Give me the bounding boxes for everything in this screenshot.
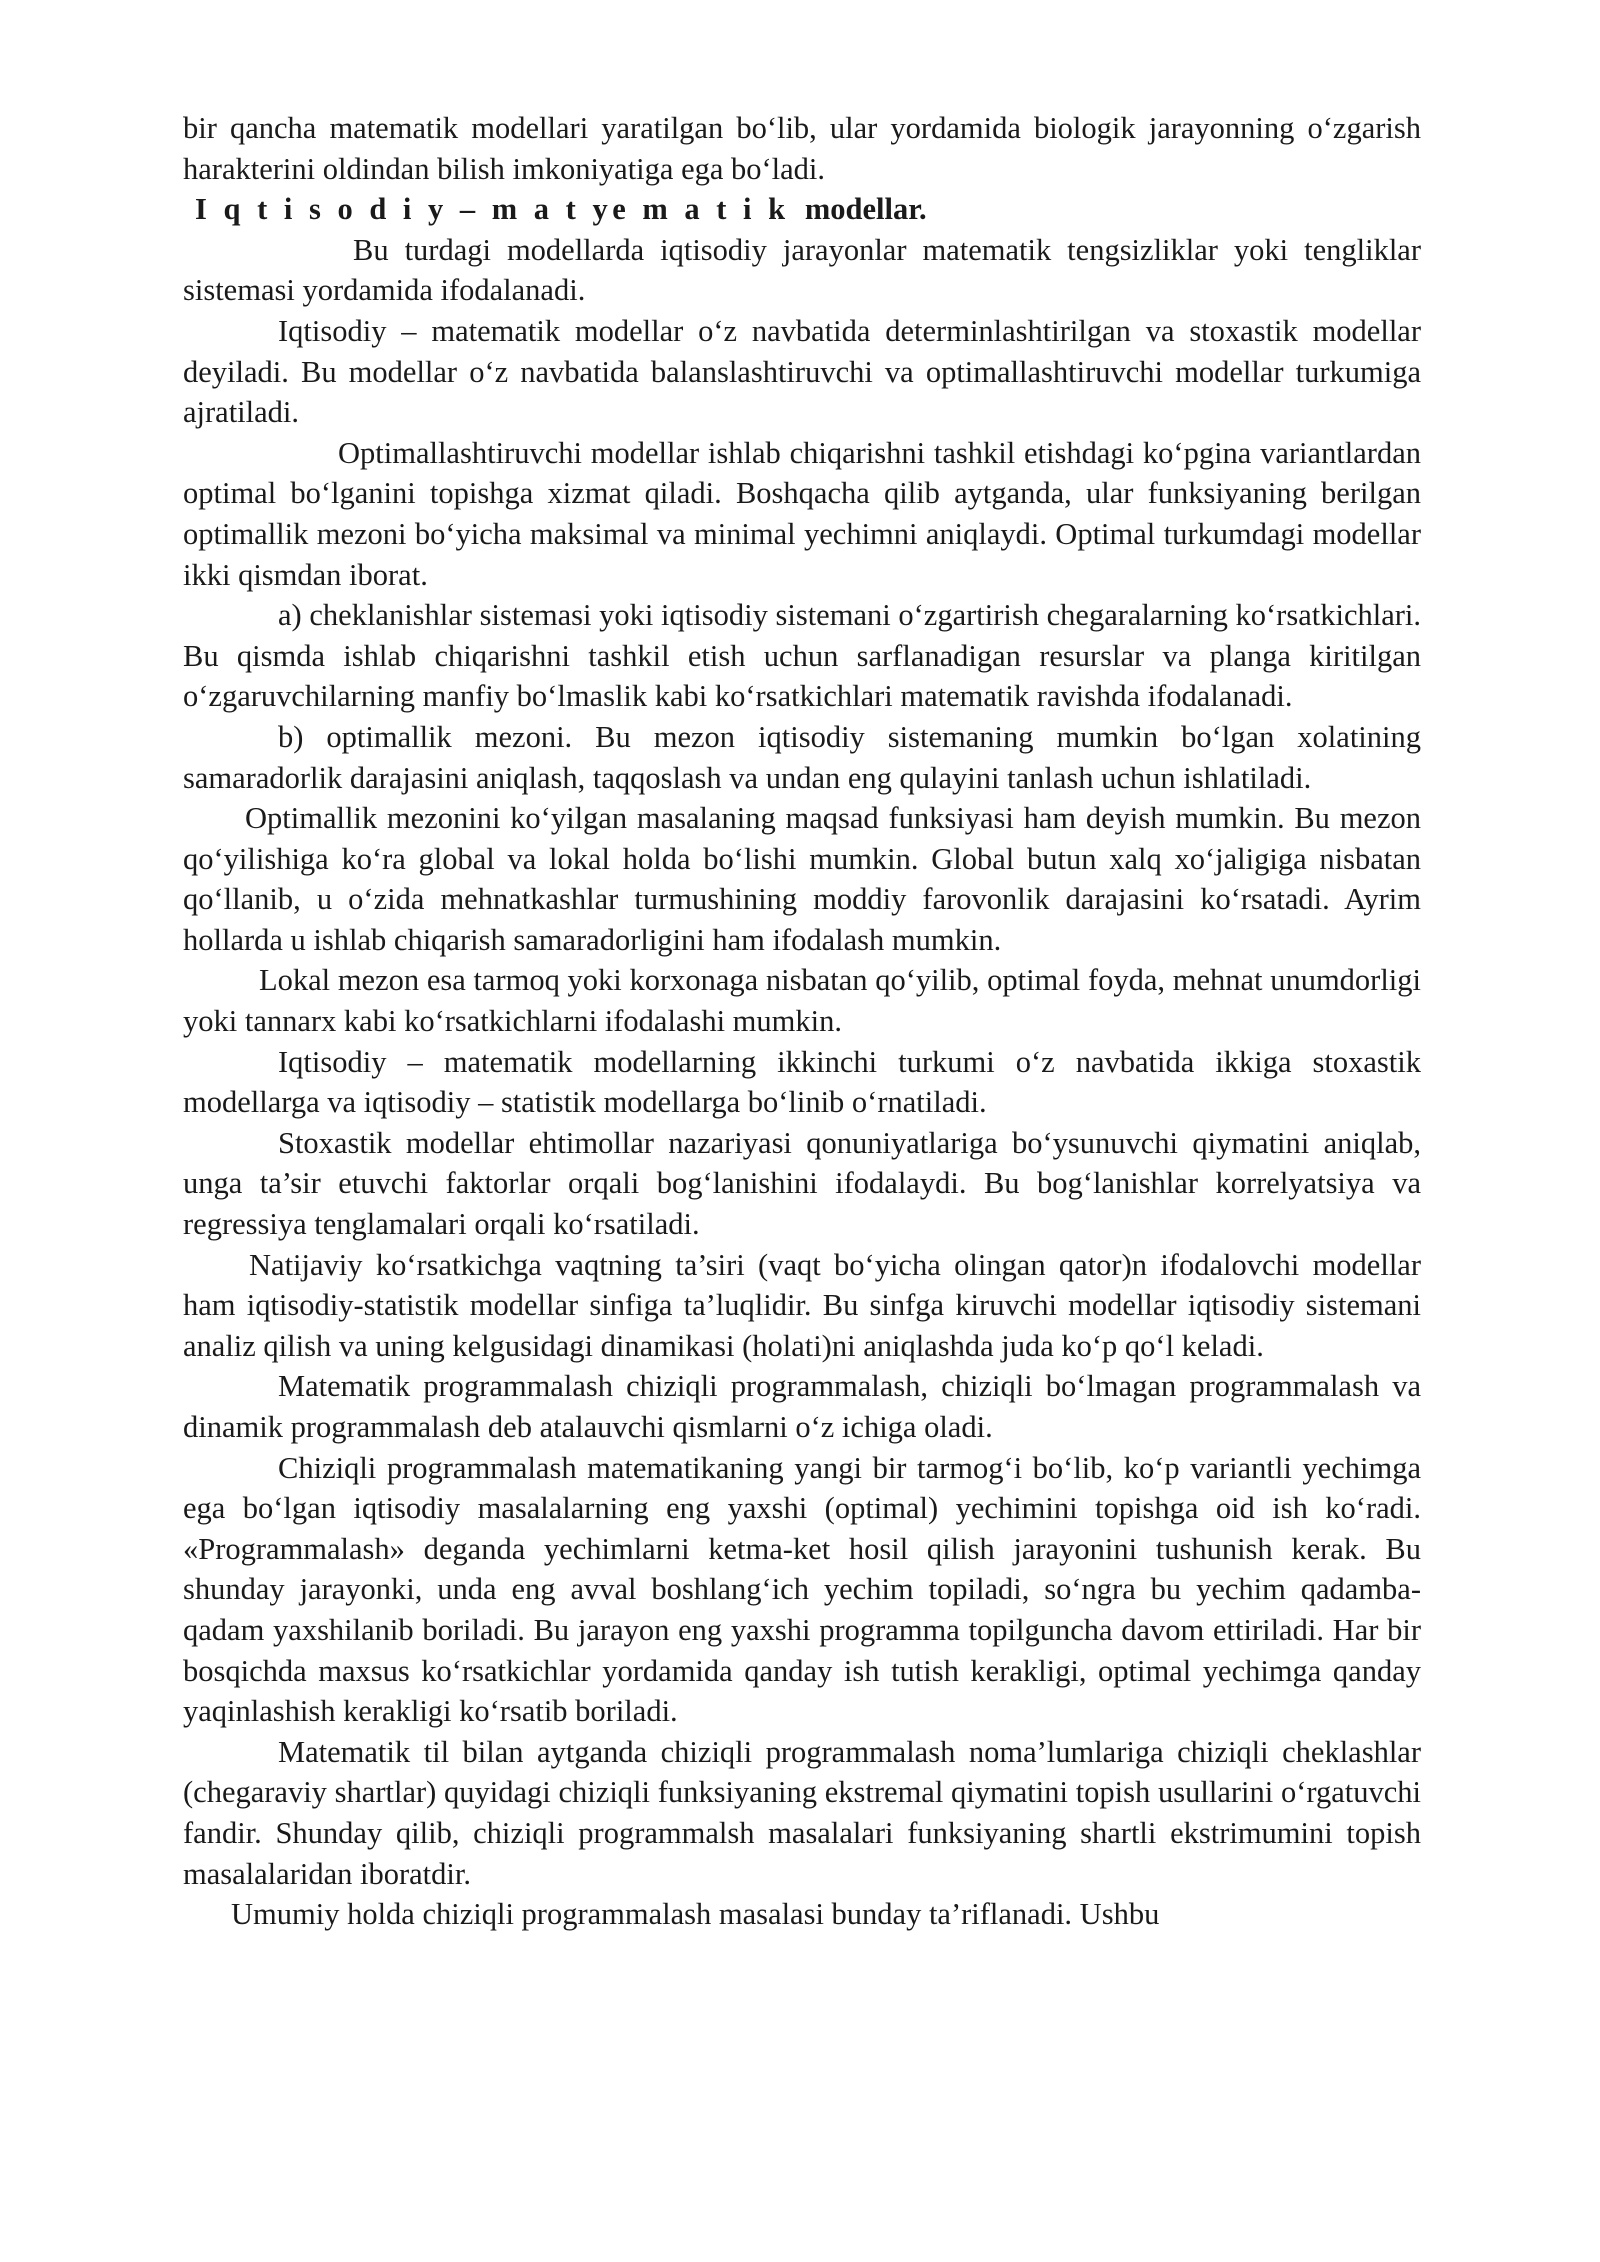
paragraph: Umumiy holda chiziqli programmalash masalasi bunday ta’riflanadi. Ushbu: [231, 1897, 1160, 1932]
paragraph: Chiziqli programmalash matematikaning yangi bir tarmog‘i bo‘lib, ko‘p variantli yechimga ega bo‘lgan iqtisodiy masalalarning eng yaxshi (optimal) yechimini topishga oid ish ko‘radi. «Programmalash» deganda yechimlarni ketma-ket hosil qilish jarayonini tushunish kerak. Bu shunday jarayonki, unda eng avval boshlang‘ich yechim topiladi, so‘ngra bu yechim qadamba-qadam yaxshilanib boriladi. Bu jarayon eng yaxshi programma topilguncha davom ettiriladi. Har bir bosqichda maxsus ko‘rsatkichlar yordamida qanday ish tutish kerakligi, optimal yechimga qanday yaqinlashish kerakligi ko‘rsatib boriladi.: [183, 1450, 1421, 1729]
document-page: [183, 108, 1421, 1935]
section-heading-word: modellar.: [804, 192, 927, 227]
paragraph: Lokal mezon esa tarmoq yoki korxonaga nisbatan qo‘yilib, optimal foyda, mehnat unumdorligi yoki tannarx kabi ko‘rsatkichlarni ifodalashi mumkin.: [183, 963, 1421, 1039]
paragraph: Iqtisodiy – matematik modellarning ikkinchi turkumi o‘z navbatida ikkiga stoxastik modellarga va iqtisodiy – statistik modellarga bo‘linib o‘rnatiladi.: [183, 1044, 1421, 1120]
paragraph: Optimallik mezonini ko‘yilgan masalaning maqsad funksiyasi ham deyish mumkin. Bu mezon qo‘yilishiga ko‘ra global va lokal holda bo‘lishi mumkin. Global butun xalq xo‘jaligiga nisbatan qo‘llanib, u o‘zida mehnatkashlar turmushining moddiy farovonlik darajasini ko‘rsatadi. Ayrim hollarda u ishlab chiqarish samaradorligini ham ifodalash mumkin.: [183, 801, 1421, 957]
section-heading: [183, 189, 1421, 230]
paragraph: Stoxastik modellar ehtimollar nazariyasi qonuniyatlariga bo‘ysunuvchi qiymatini aniqlab, unga ta’sir etuvchi faktorlar orqali bog‘lanishini ifodalaydi. Bu bog‘lanishlar korrelyatsiya va regressiya tenglamalari orqali ko‘rsatiladi.: [183, 1125, 1421, 1242]
paragraph-continuation: bir qancha matematik modellari yaratilgan bo‘lib, ular yordamida biologik jarayonning o‘zgarish harakterini oldindan bilish imkoniyatiga ega bo‘ladi.: [183, 111, 1421, 186]
paragraph: Bu turdagi modellarda iqtisodiy jarayonlar matematik tengsizliklar yoki tengliklar sistemasi yordamida ifodalanadi.: [183, 232, 1421, 308]
paragraph: Matematik til bilan aytganda chiziqli programmalash noma’lumlariga chiziqli cheklashlar (chegaraviy shartlar) quyidagi chiziqli funksiyaning ekstremal qiymatini topish usullarini o‘rgatuvchi fandir. Shunday qilib, chiziqli programmalsh masalalari funksiyaning shartli ekstrimumini topish masalalaridan iboratdir.: [183, 1734, 1421, 1891]
paragraph-list-item-a: a) cheklanishlar sistemasi yoki iqtisodiy sistemani o‘zgartirish chegaralarning ko‘rsatkichlari. Bu qismda ishlab chiqarishni tashkil etish uchun sarflanadigan resurslar va planga kiritilgan o‘zgaruvchilarning manfiy bo‘lmaslik kabi ko‘rsatkichlari matematik ravishda ifodalanadi.: [183, 598, 1421, 714]
paragraph-list-item-b: b) optimallik mezoni. Bu mezon iqtisodiy sistemaning mumkin bo‘lgan xolatining samaradorlik darajasini aniqlash, taqqoslash va undan eng qulayini tanlash uchun ishlatiladi.: [183, 719, 1421, 795]
paragraph: Optimallashtiruvchi modellar ishlab chiqarishni tashkil etishdagi ko‘pgina variantlardan optimal bo‘lganini topishga xizmat qiladi. Boshqacha qilib aytganda, ular funksiyaning berilgan optimallik mezoni bo‘yicha maksimal va minimal yechimni aniqlaydi. Optimal turkumdagi modellar ikki qismdan iborat.: [183, 435, 1421, 592]
paragraph: Natijaviy ko‘rsatkichga vaqtning ta’siri (vaqt bo‘yicha olingan qator)n ifodalovchi modellar ham iqtisodiy-statistik modellar sinfiga ta’luqlidir. Bu sinfga kiruvchi modellar iqtisodiy sistemani analiz qilish va uning kelgusidagi dinamikasi (holati)ni aniqlashda juda ko‘p qo‘l keladi.: [183, 1247, 1421, 1363]
paragraph: Iqtisodiy – matematik modellar o‘z navbatida determinlashtirilgan va stoxastik modellar deyiladi. Bu modellar o‘z navbatida balanslashtiruvchi va optimallashtiruvchi modellar turkumiga ajratiladi.: [183, 313, 1421, 430]
section-heading-spaced: I q t i s o d i y – m a t ye m a t i k: [195, 192, 790, 227]
paragraph: Matematik programmalash chiziqli programmalash, chiziqli bo‘lmagan programmalash va dinamik programmalash deb atalauvchi qismlarni o‘z ichiga oladi.: [183, 1369, 1421, 1444]
